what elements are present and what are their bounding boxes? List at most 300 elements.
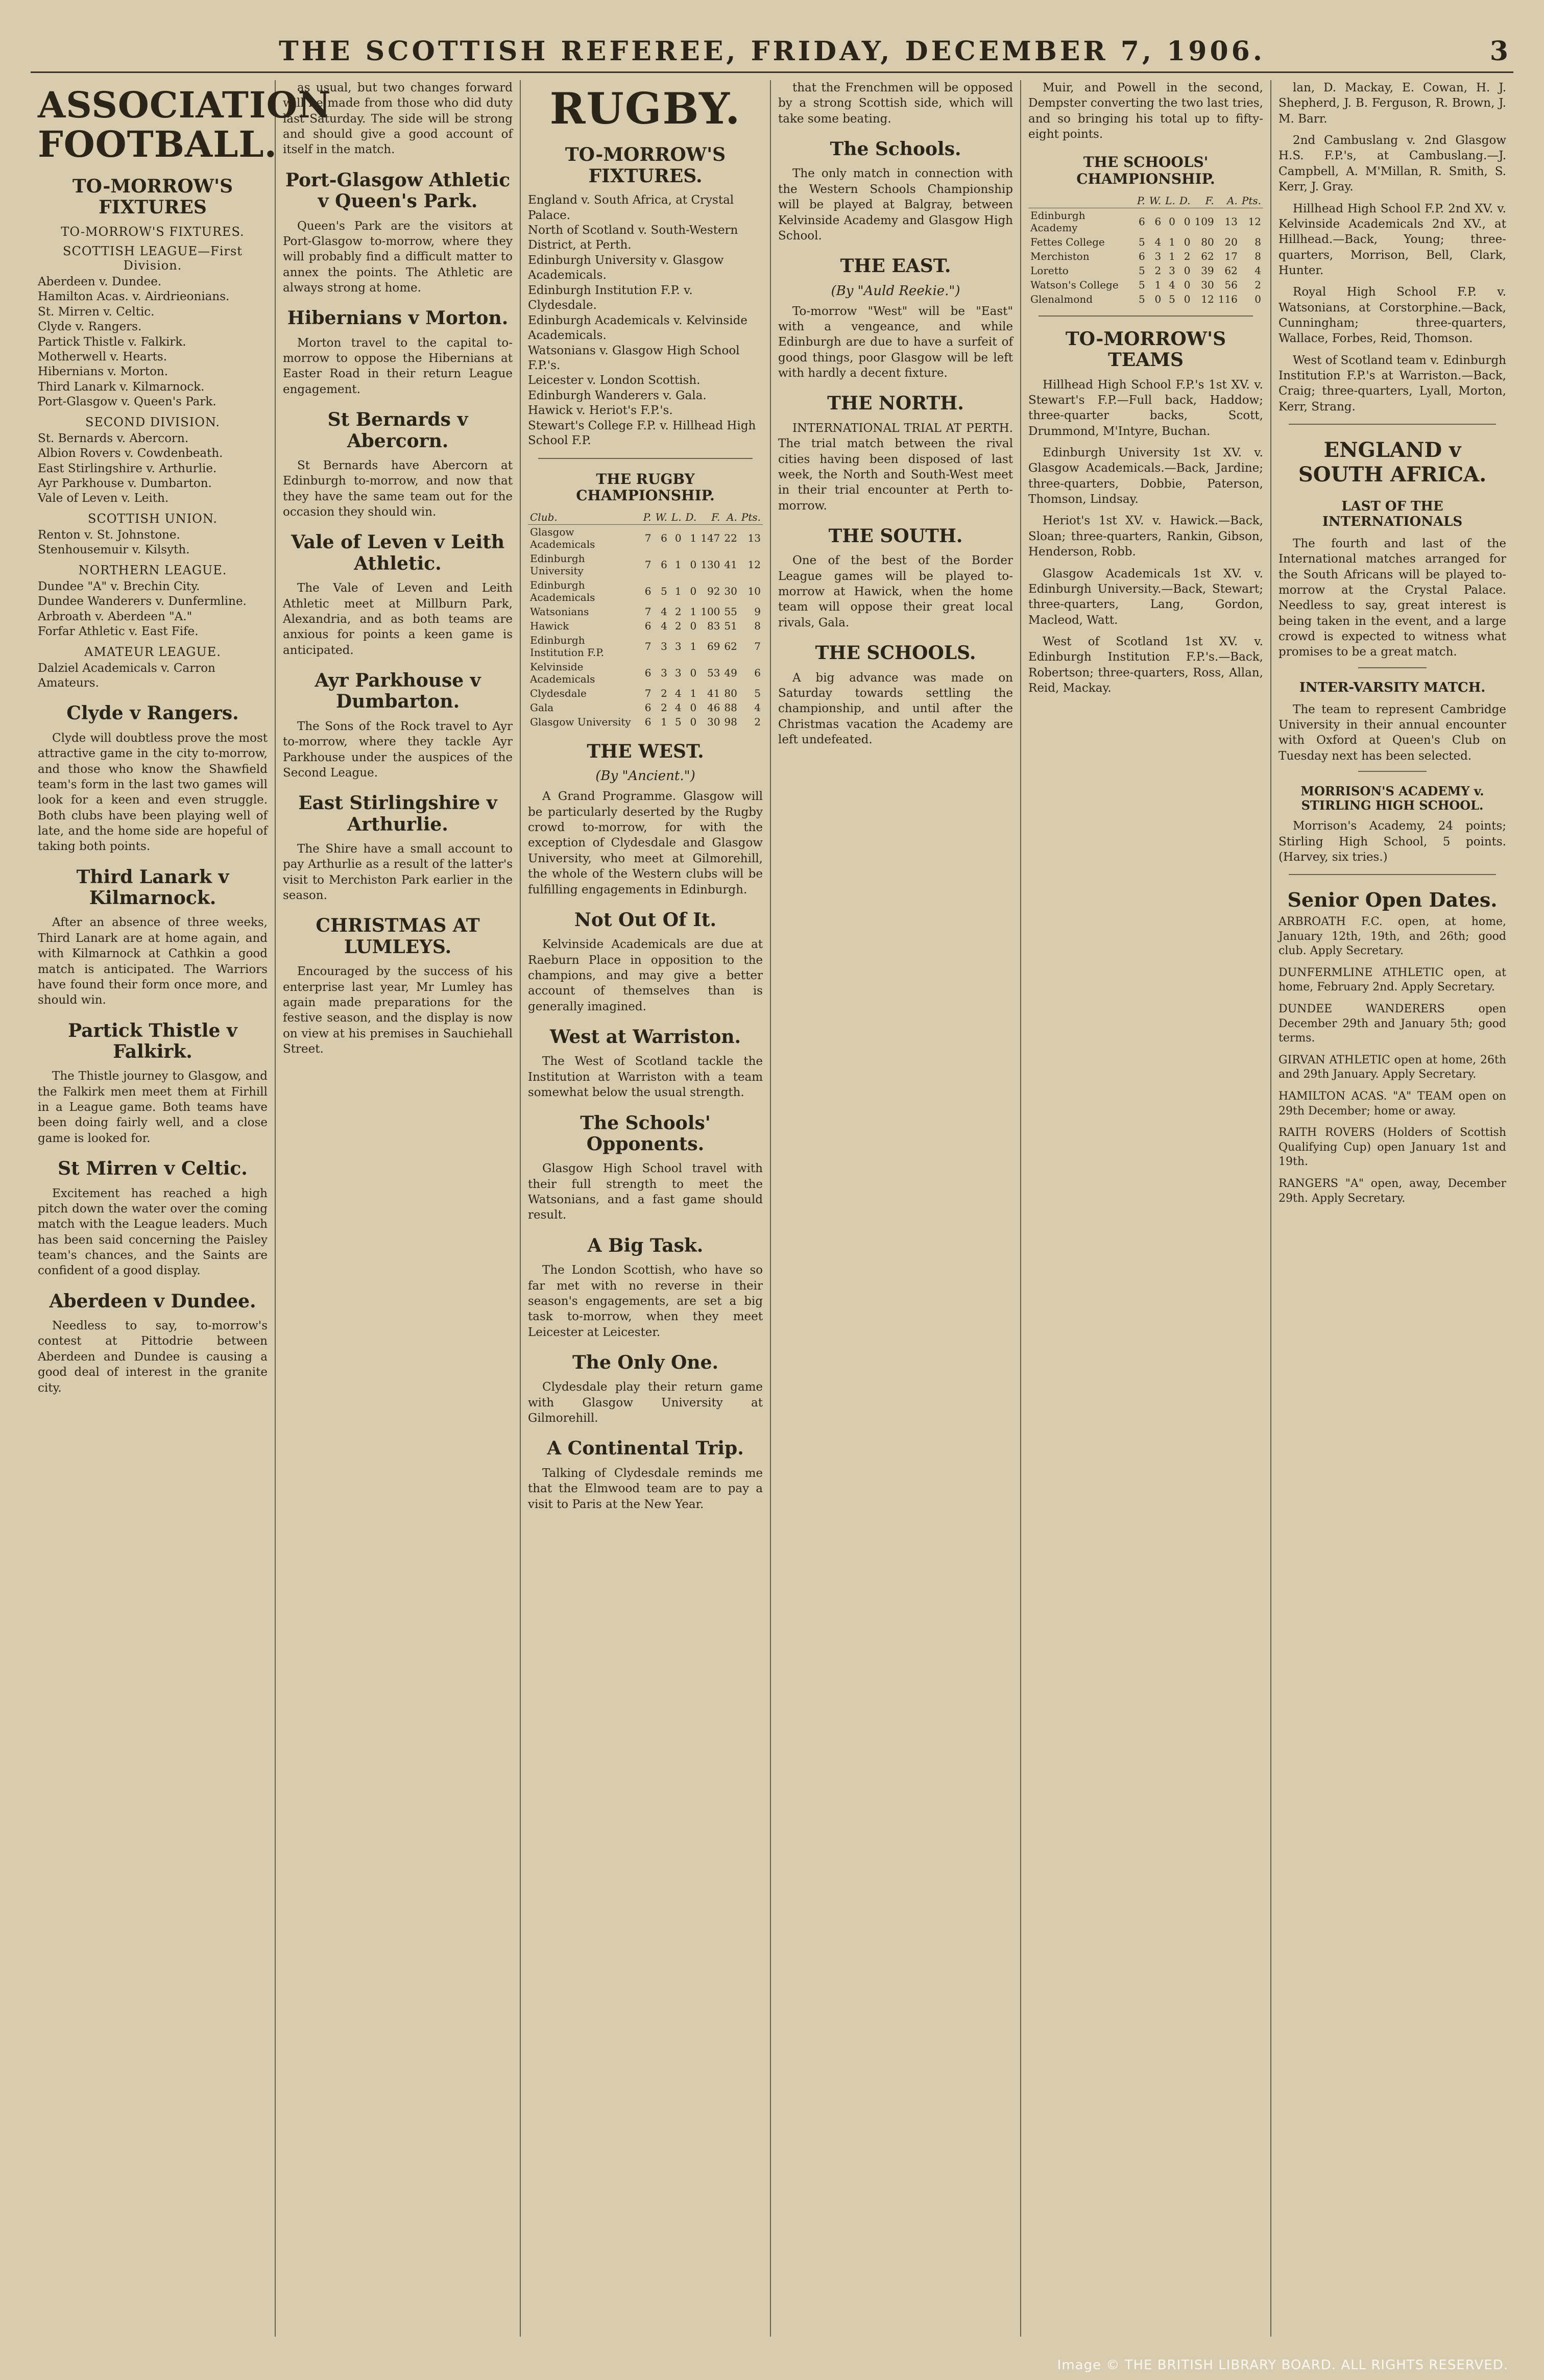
table-cell: 98 xyxy=(724,715,737,728)
table-row xyxy=(528,700,763,715)
table-cell: 6 xyxy=(644,715,652,728)
table-cell: 0 xyxy=(1184,215,1191,228)
table-cell: 6 xyxy=(754,666,761,679)
column-4 xyxy=(771,80,1021,2337)
table-cell: 2 xyxy=(754,715,761,728)
team-entry: Edinburgh University 1st XV. v. Glasgow Academicals.—Back, Jardine; three-quarters, Dobbie, Paterson, Thomson, Lindsay. xyxy=(1028,446,1263,506)
table-header-row xyxy=(1028,193,1263,208)
image-credit: Image © THE BRITISH LIBRARY BOARD. ALL RIGHTS RESERVED. xyxy=(1057,2358,1508,2373)
fixture-line: North of Scotland v. South-Western District, at Perth. xyxy=(528,224,738,252)
table-cell: 1 xyxy=(690,605,697,618)
table-cell: 5 xyxy=(1139,235,1145,248)
table-cell: 100 xyxy=(701,605,720,618)
table-row xyxy=(528,686,763,700)
inter-varsity-text: The team to represent Cambridge University in their annual encounter with Oxford at Queen's Club on Tuesday next has been selected. xyxy=(1278,702,1506,763)
table-header-cell xyxy=(1028,193,1135,208)
article-list xyxy=(1028,80,1263,142)
morrison-heading: MORRISON'S ACADEMY v. STIRLING HIGH SCHOOL. xyxy=(1300,784,1484,813)
fixture-line: Dalziel Academicals v. Carron Amateurs. xyxy=(38,661,215,690)
table-header-cell: W. xyxy=(1147,193,1163,208)
table-cell: Hawick xyxy=(530,619,569,632)
divider xyxy=(538,458,753,459)
article-heading: Aberdeen v Dundee. xyxy=(49,1290,256,1312)
table-cell: 1 xyxy=(661,715,667,728)
article-text: The West of Scotland tackle the Institution at Warriston with a team somewhat below the usual strength. xyxy=(528,1055,763,1100)
fixture-line: St. Bernards v. Abercorn. xyxy=(38,431,189,445)
table-header-cell: A. xyxy=(1216,193,1240,208)
table-cell: 3 xyxy=(674,666,682,679)
open-date-advert: RANGERS "A" open, away, December 29th. Apply Secretary. xyxy=(1278,1177,1506,1205)
team-entry: Hillhead High School F.P.'s 1st XV. v. Stewart's F.P.—Full back, Haddow; three-quarter backs, Scott, Drummond, M'Intyre, Buchan. xyxy=(1028,378,1263,438)
table-cell: Clydesdale xyxy=(530,687,587,699)
open-date-advert: ARBROATH F.C. open, at home, January 12th, 19th, and 26th; good club. Apply Secretary. xyxy=(1278,915,1506,958)
fixture-line: Watsonians v. Glasgow High School F.P.'s. xyxy=(528,344,740,372)
article-text: The Thistle journey to Glasgow, and the Falkirk men meet them at Firhill in a League game. Both teams have been doing fairly well, and a close game is looked for. xyxy=(38,1070,268,1145)
table-cell: 116 xyxy=(1218,293,1238,305)
table-cell: 6 xyxy=(1139,250,1145,262)
table-cell: 0 xyxy=(690,715,697,728)
england-south-africa-heading: ENGLAND v SOUTH AFRICA. xyxy=(1298,438,1487,487)
article-text: 2nd Cambuslang v. 2nd Glasgow H.S. F.P.'s, at Cambuslang.—J. Campbell, A. M'Millan, R. Smith, S. Kerr, J. Gray. xyxy=(1278,134,1506,194)
article-heading: The Only One. xyxy=(572,1351,719,1373)
fixture-line: Edinburgh Wanderers v. Gala. xyxy=(528,388,707,402)
association-football-heading: ASSOCIATION FOOTBALL. xyxy=(38,84,331,165)
table-cell: 5 xyxy=(661,585,667,597)
team-list xyxy=(1028,377,1263,696)
article-list xyxy=(528,741,763,1512)
open-date-advert: HAMILTON ACAS. "A" TEAM open on 29th December; home or away. xyxy=(1278,1089,1506,1118)
table-cell: 147 xyxy=(701,531,720,544)
article-text: INTERNATIONAL TRIAL AT PERTH. The trial match between the rival cities having been disposed of last week, the North and South-West meet in their trial encounter at Perth to-morrow. xyxy=(778,421,1013,513)
table-cell: 0 xyxy=(674,531,682,544)
column-6 xyxy=(1271,80,1513,2337)
table-cell: 5 xyxy=(1139,278,1145,291)
article-text: Excitement has reached a high pitch down the water over the coming match with the League leaders. Much has been said concerning the Paisley team's chances, and the Saints are confident of a good display. xyxy=(38,1186,268,1278)
table-cell: 6 xyxy=(1154,215,1162,228)
table-cell: 0 xyxy=(690,619,697,632)
table-cell: 80 xyxy=(1201,235,1214,248)
table-cell: Glasgow Academicals xyxy=(530,525,595,550)
fixture-line: Hamilton Acas. v. Airdrieonians. xyxy=(38,290,230,304)
fixture-line: St. Mirren v. Celtic. xyxy=(38,305,155,319)
columns xyxy=(31,80,1513,2337)
table-cell: 2 xyxy=(1154,264,1162,277)
table-cell: 2 xyxy=(661,701,667,714)
table-header-cell: F. xyxy=(698,510,722,525)
table-cell: 0 xyxy=(690,666,697,679)
article-text: The Vale of Leven and Leith Athletic meet at Millburn Park, Alexandria, and as both teams are anxious for points a keen game is anticipated. xyxy=(283,581,513,657)
schools-championship-heading: THE SCHOOLS' CHAMPIONSHIP. xyxy=(1076,154,1215,187)
table-cell: 3 xyxy=(661,640,667,652)
table-cell: Fettes College xyxy=(1030,235,1105,248)
inter-varsity-heading: INTER-VARSITY MATCH. xyxy=(1299,679,1486,695)
article-text: lan, D. Mackay, E. Cowan, H. J. Shepherd, J. B. Ferguson, R. Brown, J. M. Barr. xyxy=(1278,81,1506,126)
table-cell: 1 xyxy=(674,585,682,597)
article-heading: Partick Thistle v Falkirk. xyxy=(68,1019,237,1062)
table-cell: 8 xyxy=(1254,250,1261,262)
table-row xyxy=(1028,249,1263,263)
table-cell: 0 xyxy=(690,585,697,597)
table-row xyxy=(1028,278,1263,292)
fixture-line: Third Lanark v. Kilmarnock. xyxy=(38,380,205,394)
table-cell: 7 xyxy=(644,558,652,571)
table-row xyxy=(528,660,763,686)
table-cell: Glenalmond xyxy=(1030,293,1093,305)
table-cell: 4 xyxy=(661,619,667,632)
fixtures-subheading: TO-MORROW'S FIXTURES. xyxy=(61,224,245,239)
table-cell: 4 xyxy=(674,701,682,714)
article-text: Queen's Park are the visitors at Port-Glasgow to-morrow, where they will probably find a difficult matter to annex the points. The Athletic are always strong at home. xyxy=(283,219,513,295)
table-cell: 83 xyxy=(707,619,720,632)
column-2 xyxy=(276,80,521,2337)
masthead-title: THE SCOTTISH REFEREE, FRIDAY, DECEMBER 7, 1906. xyxy=(279,36,1265,67)
masthead xyxy=(31,36,1513,73)
article-text: To-morrow "West" will be "East" with a vengeance, and while Edinburgh are due to have a surfeit of good things, poor Glasgow will be left with hardly a decent fixture. xyxy=(778,304,1013,380)
league-name: SECOND DIVISION. xyxy=(85,415,221,429)
fixture-line: Partick Thistle v. Falkirk. xyxy=(38,335,186,349)
table-cell: 0 xyxy=(690,558,697,571)
table-cell: 0 xyxy=(1184,235,1191,248)
article-heading: Clyde v Rangers. xyxy=(66,702,239,724)
table-cell: 5 xyxy=(754,687,761,699)
table-cell: 2 xyxy=(674,605,682,618)
table-cell: 109 xyxy=(1194,215,1214,228)
article-text: After an absence of three weeks, Third Lanark are at home again, and with Kilmarnock at Cathkin a good match is anticipated. The Warriors have found their form once more, and should win. xyxy=(38,916,268,1007)
article-text: Encouraged by the success of his enterprise last year, Mr Lumley has again made preparations for the festive season, and the display is now on view at his premises in Sauchiehall Street. xyxy=(283,965,513,1056)
internationals-subheading: LAST OF THE INTERNATIONALS xyxy=(1322,499,1463,530)
open-dates-heading: Senior Open Dates. xyxy=(1287,888,1498,912)
table-cell: 6 xyxy=(661,531,667,544)
table-cell: 6 xyxy=(644,585,652,597)
rugby-heading: RUGBY. xyxy=(549,83,741,134)
table-cell: 7 xyxy=(644,640,652,652)
table-cell: 2 xyxy=(1254,278,1261,291)
team-entry: Glasgow Academicals 1st XV. v. Edinburgh University.—Back, Stewart; three-quarters, Lang, Gordon, Macleod, Watt. xyxy=(1028,567,1263,627)
article-text: Muir, and Powell in the second, Dempster converting the two last tries, and so bringing his total up to fifty-eight points. xyxy=(1028,81,1263,141)
table-cell: 4 xyxy=(754,701,761,714)
article-text: Hillhead High School F.P. 2nd XV. v. Kelvinside Academicals 2nd XV., at Hillhead.—Back, Young; three-quarters, Morrison, Bell, Clark, Hunter. xyxy=(1278,202,1506,277)
article-heading: Port-Glasgow Athletic v Queen's Park. xyxy=(285,169,511,212)
divider xyxy=(1358,667,1427,668)
table-header-cell: D. xyxy=(684,510,699,525)
table-cell: 2 xyxy=(1184,250,1191,262)
rugby-championship-heading: THE RUGBY CHAMPIONSHIP. xyxy=(576,470,715,504)
england-south-africa-text: The fourth and last of the International matches arranged for the South Africans will be played to-morrow at the Crystal Palace. Needless to say, great interest is being taken in the event, and a large crowd is expected to witness what promises to be a great match. xyxy=(1278,537,1506,659)
table-cell: 53 xyxy=(707,666,720,679)
table-cell: 0 xyxy=(1184,293,1191,305)
article-text: Morton travel to the capital to-morrow to oppose the Hibernians at Easter Road in their return League engagement. xyxy=(283,336,513,396)
table-row xyxy=(1028,235,1263,249)
article-heading: St Mirren v Celtic. xyxy=(58,1158,248,1180)
article-heading: The Schools' Opponents. xyxy=(580,1112,711,1155)
table-header-cell: D. xyxy=(1177,193,1193,208)
fixture-line: Stenhousemuir v. Kilsyth. xyxy=(38,543,190,557)
article-heading: Ayr Parkhouse v Dumbarton. xyxy=(315,670,481,713)
table-cell: 9 xyxy=(754,605,761,618)
table-cell: 0 xyxy=(1184,264,1191,277)
table-cell: Merchiston xyxy=(1030,250,1090,262)
article-text: The only match in connection with the Western Schools Championship will be played at Balgray, between Kelvinside Academy and Glasgow High School. xyxy=(778,167,1013,242)
article-heading: A Big Task. xyxy=(587,1234,704,1256)
table-cell: 46 xyxy=(707,701,720,714)
table-cell: 20 xyxy=(1224,235,1238,248)
article-heading: The Schools. xyxy=(830,138,961,160)
table-row xyxy=(1028,208,1263,235)
fixture-line: Port-Glasgow v. Queen's Park. xyxy=(38,395,216,409)
fixture-line: England v. South Africa, at Crystal Palace. xyxy=(528,193,734,222)
table-row xyxy=(528,715,763,729)
table-cell: 30 xyxy=(707,715,720,728)
schools-championship-table xyxy=(1028,193,1263,306)
table-cell: 2 xyxy=(674,619,682,632)
table-cell: 22 xyxy=(724,531,737,544)
table-header-cell: L. xyxy=(669,510,684,525)
table-cell: Gala xyxy=(530,701,554,714)
article-list xyxy=(1278,80,1506,415)
fixture-line: Edinburgh Academicals v. Kelvinside Academicals. xyxy=(528,313,747,343)
table-row xyxy=(528,551,763,578)
fixture-line: Dundee "A" v. Brechin City. xyxy=(38,579,200,593)
column-3 xyxy=(521,80,771,2337)
table-cell: 6 xyxy=(644,701,652,714)
morrison-text: Morrison's Academy, 24 points; Stirling High School, 5 points. (Harvey, six tries.) xyxy=(1278,819,1506,864)
article-text: that the Frenchmen will be opposed by a strong Scottish side, which will take some beating. xyxy=(778,81,1013,126)
divider xyxy=(1289,424,1496,425)
table-cell: 13 xyxy=(747,531,761,544)
league-name: NORTHERN LEAGUE. xyxy=(78,563,227,577)
rugby-fixture-list xyxy=(528,193,763,448)
table-cell: 2 xyxy=(661,687,667,699)
article-text: Clyde will doubtless prove the most attractive game in the city to-morrow, and those who know the Shawfield team's form in the last two games will look for a keen and even struggle. Both clubs have been playing well of late, and the home side are hopeful of taking both points. xyxy=(38,731,268,854)
table-cell: 5 xyxy=(1139,264,1145,277)
table-cell: 30 xyxy=(1201,278,1214,291)
article-heading: CHRISTMAS AT LUMLEYS. xyxy=(316,915,480,958)
article-heading: St Bernards v Abercorn. xyxy=(327,409,468,452)
team-entry: West of Scotland 1st XV. v. Edinburgh Institution F.P.'s.—Back, Robertson; three-quarters, Ross, Allan, Reid, Mackay. xyxy=(1028,635,1263,695)
fixture-line: Motherwell v. Hearts. xyxy=(38,350,167,363)
article-text: A big advance was made on Saturday towards settling the championship, and until after the Christmas vacation the Academy are left undefeated. xyxy=(778,671,1013,747)
article-text: Needless to say, to-morrow's contest at Pittodrie between Aberdeen and Dundee is causing a good deal of interest in the granite city. xyxy=(38,1319,268,1395)
open-date-advert: DUNFERMLINE ATHLETIC open, at home, February 2nd. Apply Secretary. xyxy=(1278,966,1506,994)
column-5 xyxy=(1021,80,1271,2337)
table-cell: 39 xyxy=(1201,264,1214,277)
fixture-line: Renton v. St. Johnstone. xyxy=(38,528,180,542)
article-text: Kelvinside Academicals are due at Raeburn Place in opposition to the champions, and may give a better account of themselves than is generally imagined. xyxy=(528,938,763,1013)
table-row xyxy=(1028,263,1263,278)
fixture-line: Hawick v. Heriot's F.P.'s. xyxy=(528,404,673,418)
article-text: The London Scottish, who have so far met with no reverse in their season's engagements, are set a big task to-morrow, when they meet Leicester at Leicester. xyxy=(528,1264,763,1339)
article-byline: (By "Ancient.") xyxy=(595,768,695,784)
table-cell: 6 xyxy=(644,619,652,632)
open-date-advert: DUNDEE WANDERERS open December 29th and January 5th; good terms. xyxy=(1278,1003,1506,1045)
table-cell: 12 xyxy=(747,558,761,571)
table-cell: 3 xyxy=(1169,264,1175,277)
table-cell: 49 xyxy=(724,666,737,679)
rugby-championship-table xyxy=(528,510,763,729)
table-cell: 6 xyxy=(1139,215,1145,228)
article-text: West of Scotland team v. Edinburgh Institution F.P.'s at Warriston.—Back, Craig; three-quarters, Lyall, Morton, Kerr, Strang. xyxy=(1278,353,1506,414)
table-cell: 7 xyxy=(754,640,761,652)
article-heading: East Stirlingshire v Arthurlie. xyxy=(298,792,497,835)
table-cell: Edinburgh Academicals xyxy=(530,578,595,603)
table-header-row xyxy=(528,510,763,525)
table-cell: 30 xyxy=(724,585,737,597)
article-text: Royal High School F.P. v. Watsonians, at Corstorphine.—Back, Cunningham; three-quarters, Wallace, Forbes, Reid, Thomson. xyxy=(1278,285,1506,346)
article-heading: THE WEST. xyxy=(587,740,704,762)
article-text: St Bernards have Abercorn at Edinburgh to-morrow, and now that they have the same team out for the occasion they should win. xyxy=(283,458,513,519)
article-heading: A Continental Trip. xyxy=(547,1438,744,1460)
table-cell: 41 xyxy=(707,687,720,699)
fixture-line: East Stirlingshire v. Arthurlie. xyxy=(38,462,217,475)
table-cell: 130 xyxy=(701,558,720,571)
fixture-line: Arbroath v. Aberdeen "A." xyxy=(38,610,192,623)
article-list xyxy=(778,80,1013,747)
fixtures-heading: TO-MORROW'S FIXTURES xyxy=(72,176,233,218)
table-header-cell: L. xyxy=(1163,193,1177,208)
column-1 xyxy=(31,80,331,2337)
fixture-line: Hibernians v. Morton. xyxy=(38,365,168,379)
table-cell: 1 xyxy=(1169,235,1175,248)
table-row xyxy=(1028,292,1263,306)
table-cell: 0 xyxy=(690,701,697,714)
fixture-line: Ayr Parkhouse v. Dumbarton. xyxy=(38,477,212,491)
article-heading: Hibernians v Morton. xyxy=(287,307,509,329)
league-list xyxy=(38,244,268,691)
table-header-cell: Club. xyxy=(528,510,641,525)
table-cell: 5 xyxy=(1139,293,1145,305)
fixture-line: Aberdeen v. Dundee. xyxy=(38,275,162,288)
table-cell: Edinburgh Academy xyxy=(1030,209,1085,234)
article-heading: THE SCHOOLS. xyxy=(815,642,976,664)
article-list xyxy=(38,703,268,1396)
table-cell: Edinburgh Institution F.P. xyxy=(530,634,604,659)
table-cell: 51 xyxy=(724,619,737,632)
rugby-fixtures-heading: TO-MORROW'S FIXTURES. xyxy=(565,144,726,187)
article-heading: THE NORTH. xyxy=(827,393,964,415)
article-heading: West at Warriston. xyxy=(549,1026,741,1048)
table-cell: Glasgow University xyxy=(530,715,631,728)
table-row xyxy=(528,524,763,551)
table-cell: 0 xyxy=(1184,278,1191,291)
table-cell: 3 xyxy=(661,666,667,679)
table-cell: 8 xyxy=(1254,235,1261,248)
open-date-advert: GIRVAN ATHLETIC open at home, 26th and 29th January. Apply Secretary. xyxy=(1278,1053,1506,1081)
table-header-cell: Pts. xyxy=(1240,193,1263,208)
table-cell: 3 xyxy=(1154,250,1162,262)
table-header-cell: W. xyxy=(653,510,669,525)
table-cell: 1 xyxy=(690,531,697,544)
article-heading: Not Out Of It. xyxy=(574,909,717,931)
table-cell: 69 xyxy=(707,640,720,652)
table-cell: 7 xyxy=(644,687,652,699)
table-cell: 1 xyxy=(690,640,697,652)
teams-heading: TO-MORROW'S TEAMS xyxy=(1065,328,1226,371)
table-row xyxy=(528,578,763,604)
table-header-cell: Pts. xyxy=(739,510,763,525)
table-header-cell: P. xyxy=(641,510,654,525)
table-cell: 4 xyxy=(661,605,667,618)
table-row xyxy=(528,604,763,619)
article-text: A Grand Programme. Glasgow will be particularly deserted by the Rugby crowd to-morrow, for with the exception of Clydesdale and Glasgow University, who meet at Gilmorehill, the whole of the Western clubs will be fulfilling engagements in Edinburgh. xyxy=(528,790,763,896)
fixture-line: Stewart's College F.P. v. Hillhead High School F.P. xyxy=(528,419,756,448)
article-heading: THE EAST. xyxy=(840,255,951,277)
table-cell: 1 xyxy=(674,558,682,571)
article-text: Clydesdale play their return game with Glasgow University at Gilmorehill. xyxy=(528,1380,763,1425)
table-cell: Loretto xyxy=(1030,264,1069,277)
table-cell: 80 xyxy=(724,687,737,699)
open-dates-list xyxy=(1278,915,1506,1206)
league-name: AMATEUR LEAGUE. xyxy=(84,644,221,659)
fixture-line: Dundee Wanderers v. Dunfermline. xyxy=(38,595,247,609)
table-cell: 62 xyxy=(1201,250,1214,262)
table-cell: Watson's College xyxy=(1030,278,1119,291)
page-number: 3 xyxy=(1489,36,1508,67)
league-name: SCOTTISH UNION. xyxy=(88,511,218,526)
table-cell: 5 xyxy=(1169,293,1175,305)
fixture-line: Leicester v. London Scottish. xyxy=(528,374,701,387)
table-cell: 4 xyxy=(1169,278,1175,291)
table-cell: 7 xyxy=(644,605,652,618)
table-cell: 17 xyxy=(1224,250,1238,262)
league-name: SCOTTISH LEAGUE—First Division. xyxy=(63,244,243,273)
table-cell: 92 xyxy=(707,585,720,597)
table-cell: 10 xyxy=(747,585,761,597)
article-text: Talking of Clydesdale reminds me that the Elmwood team are to pay a visit to Paris at the New Year. xyxy=(528,1466,763,1511)
table-cell: 5 xyxy=(674,715,682,728)
table-cell: 56 xyxy=(1224,278,1238,291)
divider xyxy=(1039,315,1253,317)
table-cell: 7 xyxy=(644,531,652,544)
table-cell: Edinburgh University xyxy=(530,552,585,577)
article-text: The Sons of the Rock travel to Ayr to-morrow, where they tackle Ayr Parkhouse under the auspices of the Second League. xyxy=(283,719,513,780)
table-cell: 1 xyxy=(1169,250,1175,262)
table-cell: 55 xyxy=(724,605,737,618)
table-cell: 88 xyxy=(724,701,737,714)
table-cell: 62 xyxy=(1224,264,1238,277)
fixture-line: Edinburgh Institution F.P. v. Clydesdale. xyxy=(528,283,693,312)
article-text: Glasgow High School travel with their full strength to meet the Watsonians, and a fast game should result. xyxy=(528,1162,763,1222)
table-cell: 8 xyxy=(754,619,761,632)
table-cell: 12 xyxy=(1201,293,1214,305)
table-cell: 1 xyxy=(1154,278,1162,291)
table-cell: 0 xyxy=(1169,215,1175,228)
article-text: One of the best of the Border League games will be played to-morrow at Hawick, when the home team will oppose their great local rivals, Gala. xyxy=(778,554,1013,629)
table-cell: 4 xyxy=(674,687,682,699)
article-heading: Vale of Leven v Leith Athletic. xyxy=(291,531,504,574)
divider xyxy=(1358,771,1427,772)
table-cell: 4 xyxy=(1254,264,1261,277)
article-heading: Third Lanark v Kilmarnock. xyxy=(76,866,229,909)
fixture-line: Forfar Athletic v. East Fife. xyxy=(38,625,199,639)
table-cell: 0 xyxy=(1154,293,1162,305)
article-heading: THE SOUTH. xyxy=(828,525,963,547)
table-row xyxy=(528,633,763,660)
table-header-cell: A. xyxy=(722,510,739,525)
table-cell: 13 xyxy=(1224,215,1238,228)
table-cell: 1 xyxy=(690,687,697,699)
table-header-cell: F. xyxy=(1193,193,1216,208)
article-list xyxy=(283,80,513,1057)
fixture-line: Albion Rovers v. Cowdenbeath. xyxy=(38,447,223,460)
article-byline: (By "Auld Reekie.") xyxy=(831,283,960,299)
table-header-cell: P. xyxy=(1135,193,1147,208)
table-cell: 12 xyxy=(1248,215,1261,228)
fixture-line: Edinburgh University v. Glasgow Academicals. xyxy=(528,253,724,282)
team-entry: Heriot's 1st XV. v. Hawick.—Back, Sloan; three-quarters, Rankin, Gibson, Henderson, Robb. xyxy=(1028,514,1263,559)
table-cell: Watsonians xyxy=(530,605,589,618)
table-cell: 6 xyxy=(661,558,667,571)
table-row xyxy=(528,619,763,633)
